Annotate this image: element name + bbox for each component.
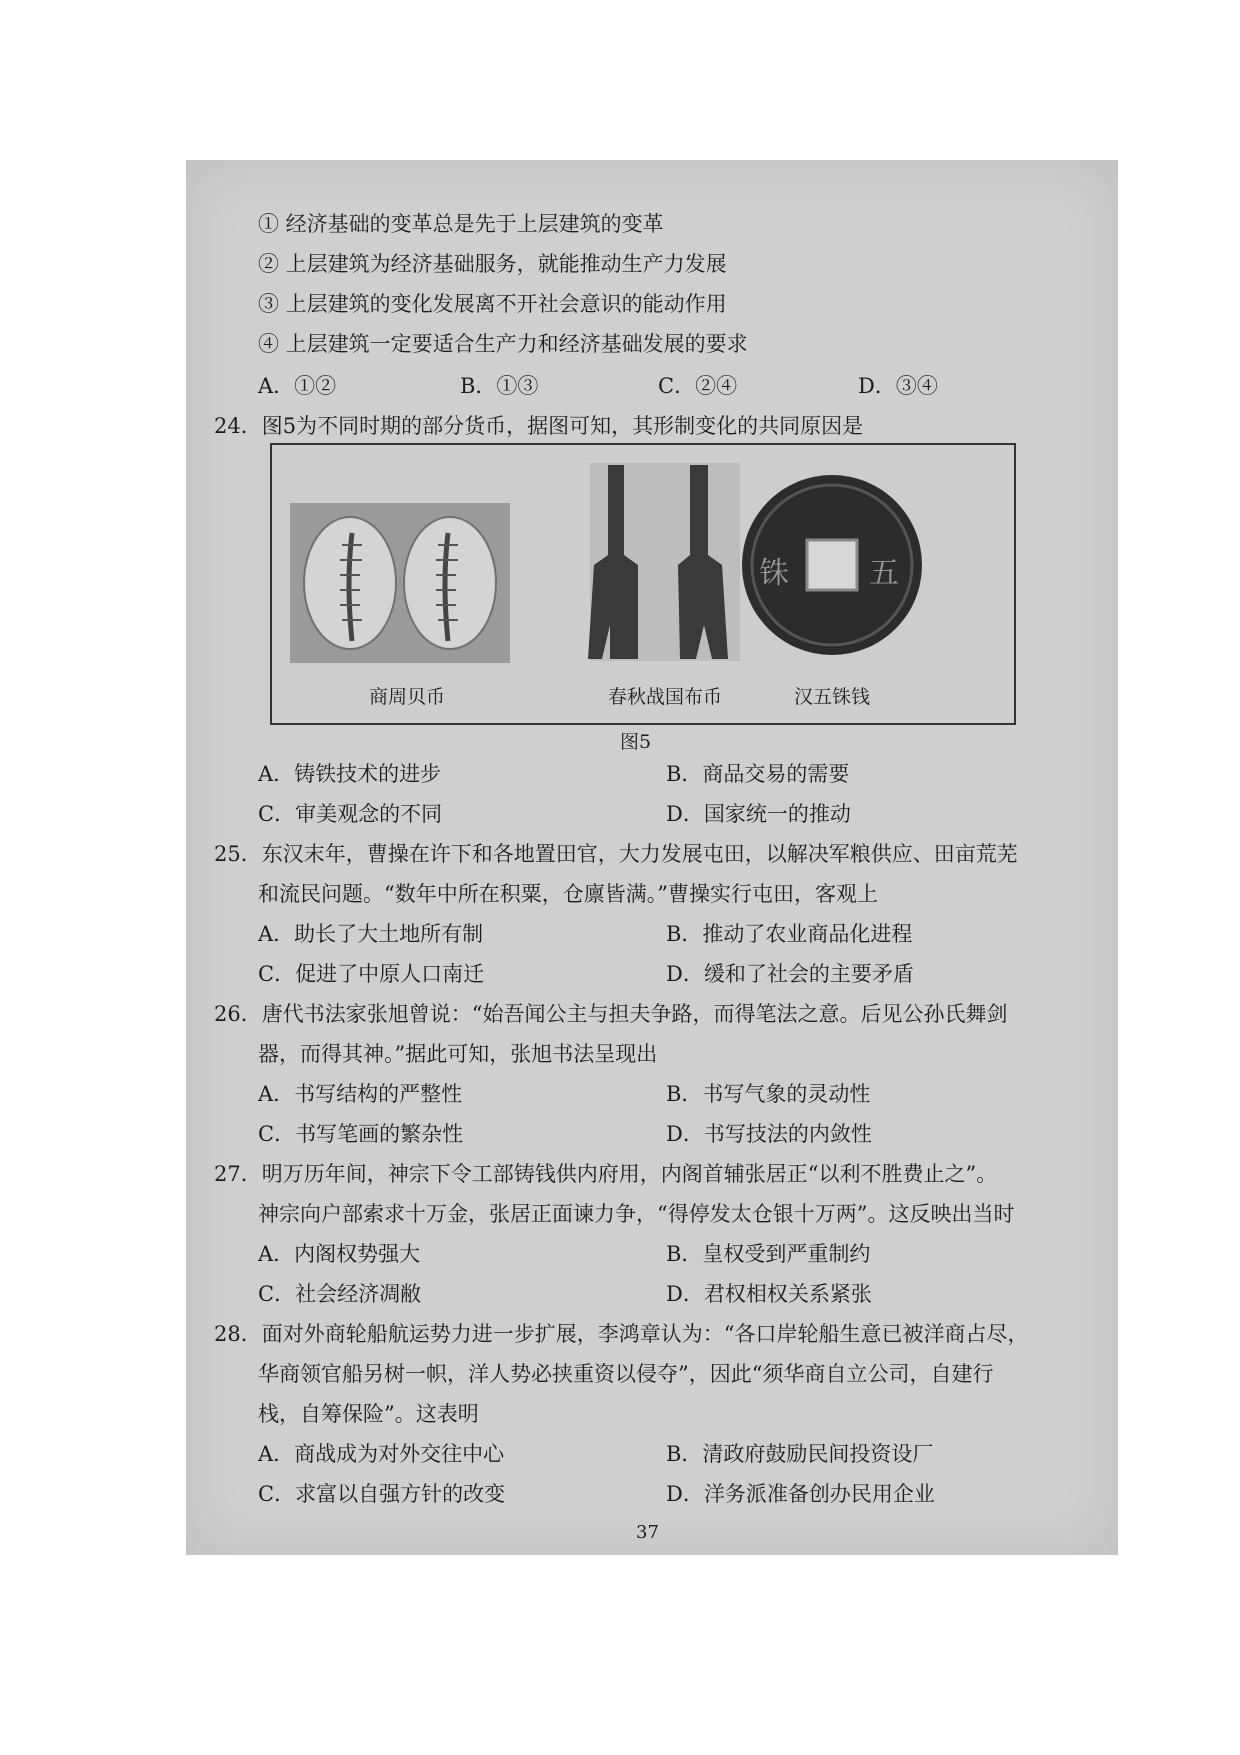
q26-choice-a: A．书写结构的严整性 xyxy=(258,1082,463,1106)
q23-choice-b: B．①③ xyxy=(460,374,539,398)
q23-option-3: ③ 上层建筑的变化发展离不开社会意识的能动作用 xyxy=(258,292,727,316)
q28-choice-c: C．求富以自强方针的改变 xyxy=(258,1482,506,1506)
q23-choice-d: D．③④ xyxy=(858,374,938,398)
q24-choice-b: B．商品交易的需要 xyxy=(666,762,850,786)
q27-choice-c: C．社会经济凋敝 xyxy=(258,1282,422,1306)
q23-choice-c: C．②④ xyxy=(658,374,738,398)
q23-option-2: ② 上层建筑为经济基础服务，就能推动生产力发展 xyxy=(258,252,727,276)
q23-option-1: ① 经济基础的变革总是先于上层建筑的变革 xyxy=(258,212,664,236)
q24-choice-c: C．审美观念的不同 xyxy=(258,802,443,826)
caption-shell-coin: 商周贝币 xyxy=(368,686,445,708)
q26-choice-b: B．书写气象的灵动性 xyxy=(666,1082,871,1106)
q28-stem-line-3: 栈，自筹保险”。这表明 xyxy=(258,1402,479,1426)
q23-choice-a: A．①② xyxy=(258,374,337,398)
caption-round-coin: 汉五铢钱 xyxy=(793,686,870,708)
q27-choice-b: B．皇权受到严重制约 xyxy=(666,1242,871,1266)
q27-choice-a: A．内阁权势强大 xyxy=(258,1242,421,1266)
q25-stem-line-2: 和流民问题。“数年中所在积粟，仓廪皆满。”曹操实行屯田，客观上 xyxy=(258,882,878,906)
q28-choice-d: D．洋务派准备创办民用企业 xyxy=(666,1482,935,1506)
q26-stem-line-1: 26．唐代书法家张旭曾说：“始吾闻公主与担夫争路，而得笔法之意。后见公孙氏舞剑 xyxy=(214,1002,1008,1026)
q24-choice-d: D．国家统一的推动 xyxy=(666,802,851,826)
figure-label: 图5 xyxy=(620,731,652,753)
page-number: 37 xyxy=(636,1522,659,1543)
q28-choice-a: A．商战成为对外交往中心 xyxy=(258,1442,505,1466)
q27-stem-line-2: 神宗向户部索求十万金，张居正面谏力争，“得停发太仓银十万两”。这反映出当时 xyxy=(258,1202,1015,1226)
coin-char-left: 铢 xyxy=(759,556,789,591)
q26-stem-line-2: 器，而得其神。”据此可知，张旭书法呈现出 xyxy=(258,1042,658,1066)
q25-choice-a: A．助长了大土地所有制 xyxy=(258,922,484,946)
q28-stem-line-1: 28．面对外商轮船航运势力进一步扩展，李鸿章认为：“各口岸轮船生意已被洋商占尽， xyxy=(214,1322,1029,1346)
shell-coins-image xyxy=(272,445,1014,723)
q25-choice-d: D．缓和了社会的主要矛盾 xyxy=(666,962,914,986)
caption-spade-coin: 春秋战国布币 xyxy=(607,686,722,708)
q24-stem: 24．图5为不同时期的部分货币，据图可知，其形制变化的共同原因是 xyxy=(214,414,864,438)
currency-figure xyxy=(270,443,1016,725)
q25-choice-b: B．推动了农业商品化进程 xyxy=(666,922,913,946)
q24-choice-a: A．铸铁技术的进步 xyxy=(258,762,442,786)
coin-char-right: 五 xyxy=(869,556,899,591)
q28-choice-b: B．清政府鼓励民间投资设厂 xyxy=(666,1442,934,1466)
q26-choice-d: D．书写技法的内敛性 xyxy=(666,1122,872,1146)
q26-choice-c: C．书写笔画的繁杂性 xyxy=(258,1122,464,1146)
q23-option-4: ④ 上层建筑一定要适合生产力和经济基础发展的要求 xyxy=(258,332,748,356)
q25-stem-line-1: 25．东汉末年，曹操在许下和各地置田官，大力发展屯田，以解决军粮供应、田亩荒芜 xyxy=(214,842,1018,866)
q27-stem-line-1: 27．明万历年间，神宗下令工部铸钱供内府用，内阁首辅张居正“以利不胜费止之”。 xyxy=(214,1162,998,1186)
q27-choice-d: D．君权相权关系紧张 xyxy=(666,1282,872,1306)
q28-stem-line-2: 华商领官船另树一帜，洋人势必挟重资以侵夺”，因此“须华商自立公司，自建行 xyxy=(258,1362,994,1386)
q25-choice-c: C．促进了中原人口南迁 xyxy=(258,962,485,986)
